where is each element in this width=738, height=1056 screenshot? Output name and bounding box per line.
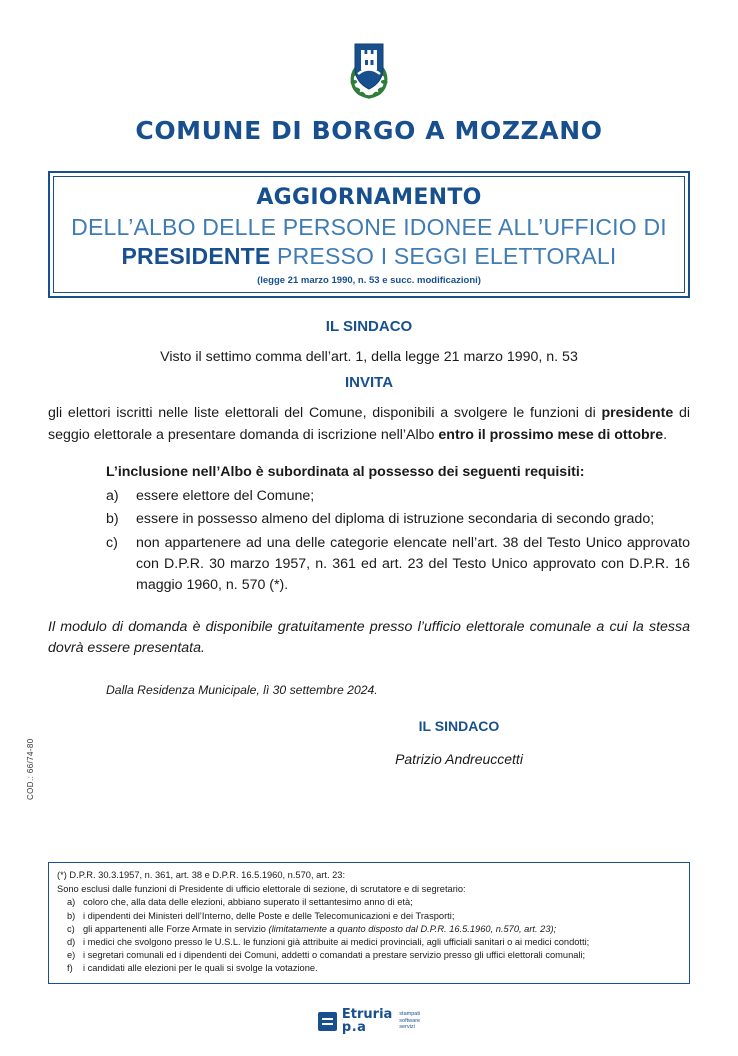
requirement-text: non appartenere ad una delle categorie elencate nell’art. 38 del Testo Unico approvato con D.P.R. 30 marzo 1957, n. 361 ed art. 23 del Testo Unico approvato con D.P.R. 16 maggio 1960, n. 570 (*). (136, 534, 690, 594)
footnote-marker: a) (67, 897, 76, 908)
footnote-marker: c) (67, 923, 75, 934)
footnote-text-main: i candidati alle elezioni per le quali si svolge la votazione. (83, 963, 318, 974)
banner-legal-reference: (legge 21 marzo 1990, n. 53 e succ. modificazioni) (257, 275, 481, 286)
footnote-item (57, 962, 681, 975)
footnote-text-main: i dipendenti dei Ministeri dell’Interno, delle Poste e delle Telecomunicazioni e dei Trasporti; (83, 910, 455, 921)
signature-title: IL SINDACO (418, 717, 500, 734)
footnote-text (83, 949, 681, 962)
requirement-marker: c) (106, 534, 118, 551)
requirement-item (106, 533, 690, 597)
footnote-box (48, 862, 690, 984)
requirement-text: essere in possesso almeno del diploma di istruzione secondaria di secondo grado; (136, 511, 655, 528)
etruria-logo-tagline (397, 1011, 420, 1032)
side-print-code: COD.: 66/74-80 (26, 738, 35, 800)
requirement-text: essere elettore del Comune; (136, 488, 315, 505)
invito-paragraph (48, 403, 690, 446)
footnote-text (83, 923, 681, 936)
footnote-marker: d) (67, 936, 76, 947)
footnote-intro: Sono esclusi dalle funzioni di Presidente di ufficio elettorale di sezione, di scrutatore e di segretario: (57, 884, 466, 895)
requirements-heading: L’inclusione nell’Albo è subordinata al possesso dei seguenti requisiti: (106, 463, 585, 480)
modulo-note: Il modulo di domanda è disponibile gratuitamente presso l’ufficio elettorale comunale a cui la stessa dovrà essere presentata. (48, 618, 690, 656)
heading-invita: INVITA (344, 373, 394, 391)
footnote-text-italic: (limitatamente a quanto disposto dal D.P.R. 16.5.1960, n.570, art. 23); (268, 923, 557, 934)
invito-text-mid: di seggio elettorale a presentare domanda di iscrizione nell’Albo (48, 405, 690, 443)
invito-text-post: . (663, 426, 668, 443)
requirement-item (106, 509, 690, 530)
banner-line-presidente (60, 243, 678, 270)
tagline-line1: stampati (399, 1010, 421, 1017)
announcement-banner (48, 171, 690, 298)
etruria-logo-line2: p.a (341, 1020, 367, 1035)
banner-presidente-word: PRESIDENTE (121, 243, 271, 269)
footnote-item (57, 896, 681, 909)
footnote-text-main: i segretari comunali ed i dipendenti dei Comuni, addetti o comandati a prestare servizio presso gli uffici elettorali comunali; (83, 950, 586, 961)
etruria-logo-icon (318, 1012, 337, 1031)
etruria-logo-text (342, 1008, 392, 1034)
visto-line: Visto il settimo comma dell’art. 1, della legge 21 marzo 1990, n. 53 (160, 348, 578, 365)
banner-line-aggiornamento: AGGIORNAMENTO (256, 185, 482, 210)
footnote-title: (*) D.P.R. 30.3.1957, n. 361, art. 38 e D.P.R. 16.5.1960, n.570, art. 23: (57, 870, 346, 880)
tagline-line3: servizi (399, 1024, 415, 1031)
crest-container (48, 0, 690, 100)
residenza-line: Dalla Residenza Municipale, lì 30 settembre 2024. (106, 683, 378, 698)
invito-text-pre: gli elettori iscritti nelle liste elettorali del Comune, disponibili a svolgere le funzioni di (48, 405, 602, 422)
footnote-item (57, 936, 681, 949)
footnote-marker: f) (67, 963, 73, 974)
footnote-text (83, 896, 681, 909)
requirement-item (106, 486, 690, 507)
banner-line-albo: DELL’ALBO DELLE PERSONE IDONEE ALL’UFFICIO DI (71, 214, 667, 240)
footnote-text-main: gli appartenenti alle Forze Armate in servizio (83, 923, 269, 934)
document-body (48, 316, 690, 770)
banner-presidente-rest: PRESSO I SEGGI ELETTORALI (270, 243, 617, 269)
requirement-marker: b) (106, 511, 119, 528)
requirements-block (48, 462, 690, 597)
comune-crest-icon (346, 38, 392, 100)
requirement-marker: a) (106, 488, 119, 505)
footnote-marker: b) (67, 910, 76, 921)
footnote-text (83, 936, 681, 949)
footnote-text-main: coloro che, alla data delle elezioni, abbiano superato il settantesimo anno di età; (83, 897, 413, 908)
invito-bold-scadenza: entro il prossimo mese di ottobre (438, 426, 664, 443)
signature-name: Patrizio Andreuccetti (395, 750, 523, 767)
heading-il-sindaco: IL SINDACO (325, 318, 413, 335)
footnote-marker: e) (67, 950, 76, 961)
footnote-item (57, 923, 681, 936)
footnote-text-main: i medici che svolgono presso le U.S.L. le funzioni già attribuite ai medici provinciali, agli ufficiali sanitari o ai medici condotti; (83, 936, 590, 947)
comune-title: COMUNE DI BORGO A MOZZANO (135, 116, 603, 145)
footnote-text (83, 910, 681, 923)
etruria-logo-line1: Etruria (341, 1007, 393, 1022)
tagline-line2: software (399, 1017, 421, 1024)
invito-bold-presidente: presidente (601, 405, 674, 422)
footnote-item (57, 910, 681, 923)
footnote-text (83, 962, 681, 975)
publisher-logo (0, 1008, 738, 1034)
signature-block (48, 716, 690, 770)
footnote-item (57, 949, 681, 962)
